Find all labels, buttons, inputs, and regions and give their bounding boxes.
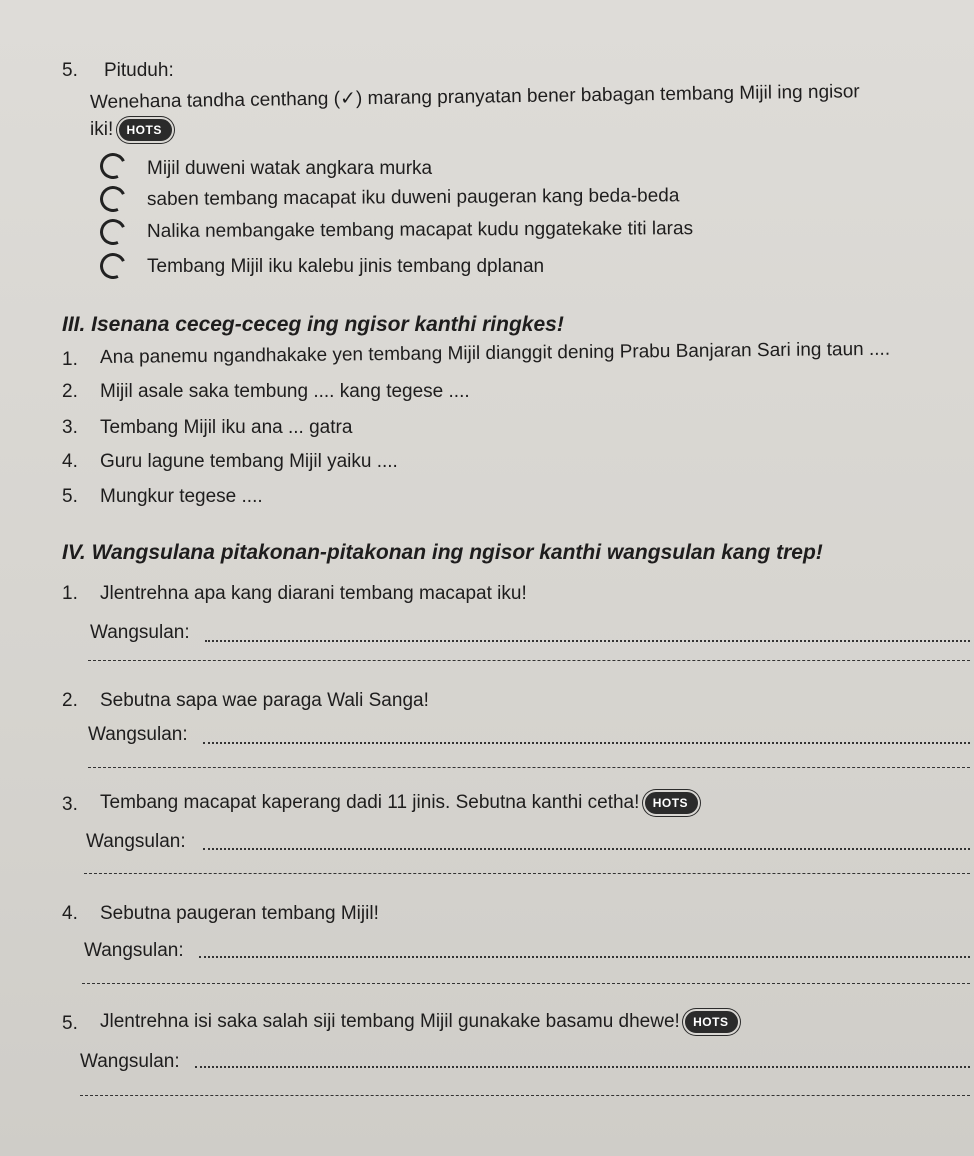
s3-item-number-3: 3.: [62, 417, 78, 438]
s3-item-text-3: Tembang Mijil iku ana ... gatra: [100, 417, 353, 438]
section5-instruction-end: [90, 119, 172, 141]
answer-label-5: Wangsulan:: [80, 1051, 180, 1072]
hots-badge-q5: HOTS: [685, 1011, 738, 1033]
s3-item-number-1: 1.: [62, 349, 78, 370]
answer-line-4b[interactable]: [82, 983, 970, 984]
answer-label-4: Wangsulan:: [84, 940, 184, 961]
s4-item-text-3-wrap: [100, 792, 698, 814]
option-text-4: Tembang Mijil iku kalebu jinis tembang dplanan: [147, 256, 545, 277]
s3-item-number-4: 4.: [62, 451, 78, 472]
answer-line-5a[interactable]: [195, 1066, 970, 1068]
s4-item-number-1: 1.: [62, 583, 78, 604]
option-text-2: saben tembang macapat iku duweni paugeran kang beda-beda: [146, 185, 680, 210]
s4-item-text-2: Sebutna sapa wae paraga Wali Sanga!: [100, 690, 429, 711]
s4-item-text-1: Jlentrehna apa kang diarani tembang macapat iku!: [100, 583, 527, 604]
answer-line-4a[interactable]: [199, 956, 970, 958]
option-circle-2[interactable]: [96, 182, 129, 215]
section5-title: Pituduh:: [104, 60, 174, 81]
answer-line-2a[interactable]: [203, 742, 970, 744]
s3-item-text-1: Ana panemu ngandhakake yen tembang Mijil dianggit dening Prabu Banjaran Sari ing taun ....: [99, 338, 891, 368]
s4-item-number-4: 4.: [62, 903, 78, 924]
option-text-1: Mijil duweni watak angkara murka: [147, 158, 433, 179]
s4-item-number-3-text: 3.: [62, 794, 78, 815]
answer-line-1b[interactable]: [88, 660, 970, 661]
answer-label-3: Wangsulan:: [86, 831, 186, 852]
hots-badge: HOTS: [119, 119, 172, 141]
section3-heading: III. Isenana ceceg-ceceg ing ngisor kanthi ringkes!: [62, 313, 564, 336]
section5-instruction-end-text: iki!: [90, 119, 114, 141]
option-circle-3[interactable]: [96, 215, 129, 248]
section4-heading: IV. Wangsulana pitakonan-pitakonan ing ngisor kanthi wangsulan kang trep!: [62, 541, 823, 564]
s3-item-text-5: Mungkur tegese ....: [100, 486, 263, 507]
answer-line-2b[interactable]: [88, 767, 970, 768]
section5-instruction: Wenehana tandha centhang (✓) marang pranyatan bener babagan tembang Mijil ing ngisor: [89, 81, 860, 113]
answer-line-5b[interactable]: [80, 1095, 970, 1096]
s4-item-text-5: Jlentrehna isi saka salah siji tembang Mijil gunakake basamu dhewe!: [100, 1011, 680, 1033]
hots-badge-q3: HOTS: [645, 792, 698, 814]
s3-item-text-4: Guru lagune tembang Mijil yaiku ....: [100, 451, 398, 472]
s4-item-number-2: 2.: [62, 690, 78, 711]
answer-line-3b[interactable]: [84, 873, 970, 874]
answer-line-3a[interactable]: [203, 848, 970, 850]
answer-label-2: Wangsulan:: [88, 724, 188, 745]
option-text-3: Nalika nembangake tembang macapat kudu nggatekake titi laras: [146, 218, 694, 242]
s4-item-number-5: 5.: [62, 1013, 78, 1034]
section5-number: 5.: [62, 60, 78, 81]
answer-line-1a[interactable]: [205, 640, 970, 642]
answer-label-1: Wangsulan:: [90, 622, 190, 643]
s4-item-text-4: Sebutna paugeran tembang Mijil!: [100, 903, 379, 924]
s4-item-text-5-wrap: [100, 1011, 738, 1033]
s3-item-text-2: Mijil asale saka tembung .... kang tegese ....: [100, 381, 470, 402]
s3-item-number-5: 5.: [62, 486, 78, 507]
option-circle-4[interactable]: [96, 249, 129, 282]
option-circle-1[interactable]: [96, 149, 129, 182]
s4-item-number-3: [62, 794, 78, 816]
s4-item-text-3: Tembang macapat kaperang dadi 11 jinis. Sebutna kanthi cetha!: [100, 792, 640, 814]
s3-item-number-2: 2.: [62, 381, 78, 402]
